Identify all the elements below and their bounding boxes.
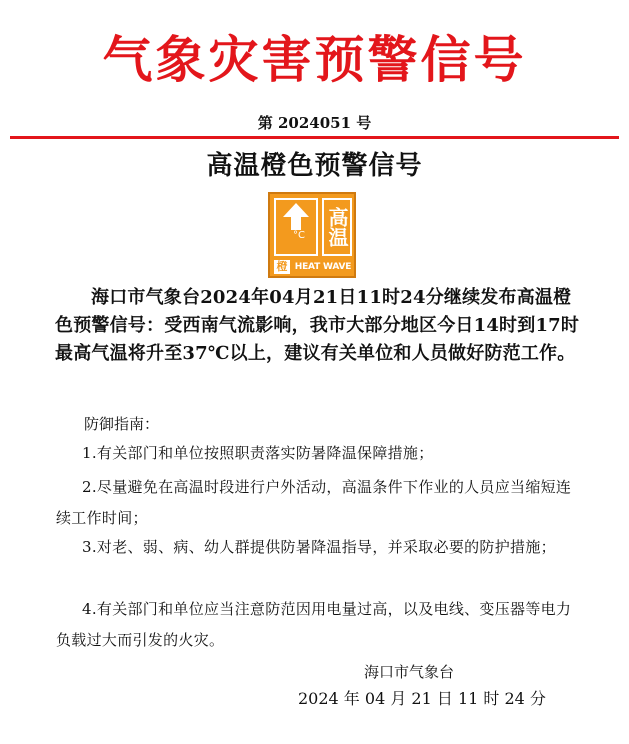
thermometer-icon: [274, 198, 318, 256]
document-number: 第 2024051 号: [257, 114, 372, 132]
badge-heat-wave-text: HEAT WAVE: [294, 262, 352, 272]
guide-item-3: 3.对老、弱、病、幼人群提供防暑降温指导，并采取必要的防护措施；: [82, 538, 556, 556]
badge-heat-chars: 高温: [322, 198, 352, 256]
issue-date: 2024 年 04 月 21 日 11 时 24 分: [298, 689, 546, 708]
guide-title: 防御指南：: [84, 415, 160, 433]
issuer-signature: 海口市气象台: [364, 663, 455, 681]
guide-item-2: 2.尽量避免在高温时段进行户外活动，高温条件下作业的人员应当缩短连续工作时间；: [56, 478, 572, 527]
page-title: 气象灾害预警信号: [102, 31, 527, 89]
badge-orange-char: 橙: [274, 260, 290, 274]
guide-item-4: 4.有关部门和单位应当注意防范因用电量过高，以及电线、变压器等电力负载过大而引发的火灾。: [56, 600, 572, 649]
guide-item-1: 1.有关部门和单位按照职责落实防暑降温保障措施；: [82, 444, 434, 462]
celsius-label: °C: [293, 230, 305, 241]
signal-title: 高温橙色预警信号: [206, 151, 423, 181]
heat-wave-orange-badge: [268, 192, 356, 278]
red-divider: [10, 136, 619, 139]
warning-paragraph: 海口市气象台2024年04月21日11时24分继续发布高温橙色预警信号：受西南气流影响，我市大部分地区今日14时到17时最高气温将升至37℃以上，建议有关单位和人员做好防范工作。: [55, 287, 580, 364]
